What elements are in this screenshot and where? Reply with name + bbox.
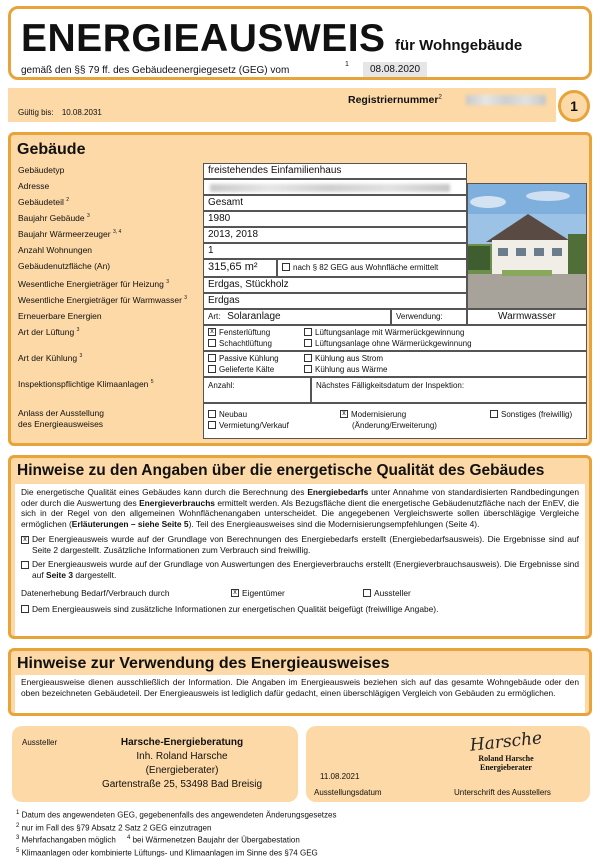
building-section <box>8 132 592 446</box>
reason-opt3b: (Änderung/Erweiterung) <box>352 421 437 430</box>
law-line <box>21 65 289 76</box>
usage-section <box>8 648 592 716</box>
data-opt1[interactable]: x Eigentümer <box>231 588 285 599</box>
usage-title: Hinweise zur Verwendung des Energieausweises <box>17 655 390 672</box>
ventilation-options <box>203 325 587 351</box>
page-title: ENERGIEAUSWEIS <box>21 17 386 60</box>
quality-section <box>8 455 592 639</box>
data-opt1-checkbox[interactable]: x <box>231 589 239 597</box>
reason-opt1-checkbox[interactable] <box>208 410 216 418</box>
reason-opt4-checkbox[interactable] <box>490 410 498 418</box>
page-subtitle: für Wohngebäude <box>395 37 523 54</box>
water-carrier-label: Wesentliche Energieträger für Warmwasser $^3$ <box>18 295 188 305</box>
footnotes <box>16 808 336 859</box>
data-collection-row <box>21 588 579 600</box>
vent-opt4[interactable]: Lüftungsanlage ohne Wärmerückgewinnung <box>304 338 472 349</box>
area-option-checkbox[interactable] <box>282 263 290 271</box>
renewable-kind <box>203 309 391 325</box>
quality-body <box>15 484 585 636</box>
flats-label: Anzahl Wohnungen <box>18 245 93 255</box>
extra-info-checkbox[interactable] <box>21 605 29 613</box>
header-frame <box>8 6 592 80</box>
reg-sup: 2 <box>438 94 442 101</box>
usage-text: Energieausweise dienen ausschließlich der Information. Die Angaben im Energieausweis beziehen sich auf das gesamte Wohngebäude oder den oben bezeichneten Gebäudeteil. Der Energieausweis ist lediglich dafür gedacht, einen überschlägigen Vergleich von Gebäuden zu ermöglichen. <box>15 675 585 713</box>
issue-date: 11.08.2021 <box>320 772 360 781</box>
law-text: gemäß den §§ 79 ff. des Gebäudeenergiegesetz (GEG) vom <box>21 65 290 76</box>
reason-label <box>15 403 203 439</box>
cool-opt2[interactable]: Kühlung aus Strom <box>304 353 383 364</box>
renewable-use-value: Warmwasser <box>467 309 587 325</box>
data-opt2-checkbox[interactable] <box>363 589 371 597</box>
law-sup: 1 <box>345 61 349 68</box>
data-opt2[interactable]: Aussteller <box>363 588 411 599</box>
issuer-name: Inh. Roland Harsche <box>136 751 228 762</box>
issue-date-label: Ausstellungsdatum <box>314 788 382 797</box>
footnote-3-4: $^3$ Mehrfachangaben möglich $^4$ bei Wärmenetzen Baujahr der Übergabestation <box>16 835 300 845</box>
flats-value: 1 <box>203 243 467 259</box>
renewable-kind-value: Solaranlage <box>227 311 281 322</box>
reason-opt2[interactable]: Vermietung/Verkauf <box>208 420 289 431</box>
signature-label: Unterschrift des Ausstellers <box>454 788 551 797</box>
valid-until <box>18 108 102 117</box>
ventilation-label: Art der Lüftung $^3$ <box>18 327 80 337</box>
quality-opt2[interactable]: Der Energieausweis wurde auf der Grundlage von Auswertungen des Energieverbrauchs erstellt (Energieverbrauchsausweis). Die Ergebnisse sind auf Seite 3 dargestellt. <box>21 559 579 580</box>
reason-opt1[interactable]: Neubau <box>208 409 247 420</box>
quality-title: Hinweise zu den Angaben über die energetische Qualität des Gebäudes <box>17 462 545 479</box>
water-carrier-value: Erdgas <box>203 293 467 309</box>
heat-carrier-value: Erdgas, Stückholz <box>203 277 467 293</box>
issuer-company: Harsche-Energieberatung <box>120 737 244 748</box>
issuer-label: Aussteller <box>22 738 58 747</box>
issuer-address: Gartenstraße 25, 53498 Bad Breisig <box>101 779 263 790</box>
house-photo-illustration <box>468 184 587 309</box>
ac-label: Inspektionspflichtige Klimaanlagen $^5$ <box>18 379 154 389</box>
reason-opt2-checkbox[interactable] <box>208 421 216 429</box>
signature-panel <box>306 726 590 802</box>
quality-opt2-checkbox[interactable] <box>21 561 29 569</box>
reason-options <box>203 403 587 439</box>
area-value: 315,65 m² <box>203 259 277 277</box>
type-value: freistehendes Einfamilienhaus <box>203 163 467 179</box>
cool-opt1[interactable]: Passive Kühlung <box>208 353 279 364</box>
area-option: nach § 82 GEG aus Wohnfläche ermittelt <box>277 259 467 277</box>
year-label: Baujahr Gebäude $^3$ <box>18 213 90 223</box>
signature-script: Harsche <box>468 728 544 756</box>
page-number-badge <box>558 90 590 122</box>
year-value: 1980 <box>203 211 467 227</box>
footnote-1: $^1$ Datum des angewendeten GEG, gegebenenfalls des angewendeten Änderungsgesetzes <box>16 810 337 820</box>
heat-carrier-label: Wesentliche Energieträger für Heizung $^3$ <box>18 279 169 289</box>
cool-opt3-checkbox[interactable] <box>208 365 216 373</box>
address-redacted <box>210 184 450 192</box>
stamp-name: Roland Harsche <box>478 754 534 763</box>
extra-info-row[interactable]: Dem Energieausweis sind zusätzliche Informationen zur energetischen Qualität beigefügt (freiwillige Angabe). <box>21 604 579 615</box>
valid-date: 10.08.2031 <box>61 108 102 117</box>
renewable-kind-label: Art: <box>208 312 221 321</box>
reason-label-1: Anlass der Ausstellung <box>18 408 104 418</box>
heater-year-label: Baujahr Wärmeerzeuger $^{3, 4}$ <box>18 229 122 239</box>
building-table <box>15 163 587 441</box>
page-number: 1 <box>570 98 578 114</box>
cool-opt4[interactable]: Kühlung aus Wärme <box>304 364 387 375</box>
type-label: Gebäudetyp <box>18 165 65 175</box>
quality-intro: Die energetische Qualität eines Gebäudes kann durch die Berechnung des Energiebedarfs unter Annahme von standardisierten Randbedingungen oder durch die Auswertung des Energieverbrauchs ermittelt werden. Als Bezugsfläche dient die energetische Gebäudenutzfläche nach der EnEV, die sich in der Regel von den allgemeinen Wohnflächenangaben unterscheidet. Die angegebenen Vergleichswerte sollen überschlägige Vergleiche ermöglichen (Erläuterungen – siehe Seite 5). Teil des Energieausweises sind die Modernisierungsempfehlungen (Seite 4). <box>21 487 580 529</box>
issuer-panel <box>12 726 298 802</box>
cool-opt2-checkbox[interactable] <box>304 354 312 362</box>
reason-opt3[interactable]: x Modernisierung <box>340 409 406 420</box>
signature-stamp <box>446 728 566 772</box>
vent-opt3[interactable]: Schachtlüftung <box>208 338 272 349</box>
heater-year-value: 2013, 2018 <box>203 227 467 243</box>
data-collection-label: Datenerhebung Bedarf/Verbrauch durch <box>21 588 170 598</box>
reg-label <box>348 94 442 106</box>
cool-opt4-checkbox[interactable] <box>304 365 312 373</box>
reg-label-text: Registriernummer <box>348 94 439 106</box>
quality-opt1[interactable]: x Der Energieausweis wurde auf der Grundlage von Berechnungen des Energiebedarfs erstellt (Energiebedarfsausweis). Die Ergebnisse sind auf Seite 2 dargestellt. Zusätzliche Informationen zum Verbrauch sind freiwillig. <box>21 534 579 555</box>
building-title: Gebäude <box>17 141 86 158</box>
footnote-2: $^2$ nur im Fall des §79 Absatz 2 Satz 2 GEG einzutragen <box>16 822 212 833</box>
ac-count: Anzahl: <box>203 377 311 403</box>
footnote-5: $^5$ Klimaanlagen oder kombinierte Lüftungs- und Klimaanlagen im Sinne des §74 GEG <box>16 847 318 858</box>
vent-opt4-checkbox[interactable] <box>304 339 312 347</box>
quality-opt1-checkbox[interactable]: x <box>21 536 29 544</box>
building-photo <box>467 183 587 309</box>
vent-opt1-checkbox[interactable]: x <box>208 328 216 336</box>
validity-bar <box>8 88 556 122</box>
part-label: Gebäudeteil $^2$ <box>18 197 69 207</box>
address-label: Adresse <box>18 181 50 191</box>
vent-opt3-checkbox[interactable] <box>208 339 216 347</box>
cool-opt1-checkbox[interactable] <box>208 354 216 362</box>
part-value: Gesamt <box>203 195 467 211</box>
vent-opt1[interactable]: x Fensterlüftung <box>208 327 270 338</box>
renewable-use-label: Verwendung: <box>391 309 467 325</box>
renewable-label: Erneuerbare Energien <box>18 311 102 321</box>
ac-date: Nächstes Fälligkeitsdatum der Inspektion: <box>311 377 587 403</box>
stamp-role: Energieberater <box>480 763 532 772</box>
cool-opt3[interactable]: Gelieferte Kälte <box>208 364 274 375</box>
issuer-block <box>72 736 292 792</box>
reason-opt4[interactable]: Sonstiges (freiwillig) <box>490 409 572 420</box>
reason-label-2: des Energieausweises <box>18 419 104 429</box>
vent-opt2[interactable]: Lüftungsanlage mit Wärmerückgewinnung <box>304 327 464 338</box>
address-value <box>203 179 467 195</box>
issuer-role: (Energieberater) <box>145 765 219 776</box>
reason-opt3-checkbox[interactable]: x <box>340 410 348 418</box>
reg-number-redacted <box>466 95 546 105</box>
area-label: Gebäudenutzfläche (An) <box>18 261 111 271</box>
valid-label: Gültig bis: <box>18 108 54 117</box>
vent-opt2-checkbox[interactable] <box>304 328 312 336</box>
cooling-label: Art der Kühlung $^3$ <box>18 353 83 363</box>
cooling-options <box>203 351 587 377</box>
law-date: 08.08.2020 <box>363 62 427 77</box>
